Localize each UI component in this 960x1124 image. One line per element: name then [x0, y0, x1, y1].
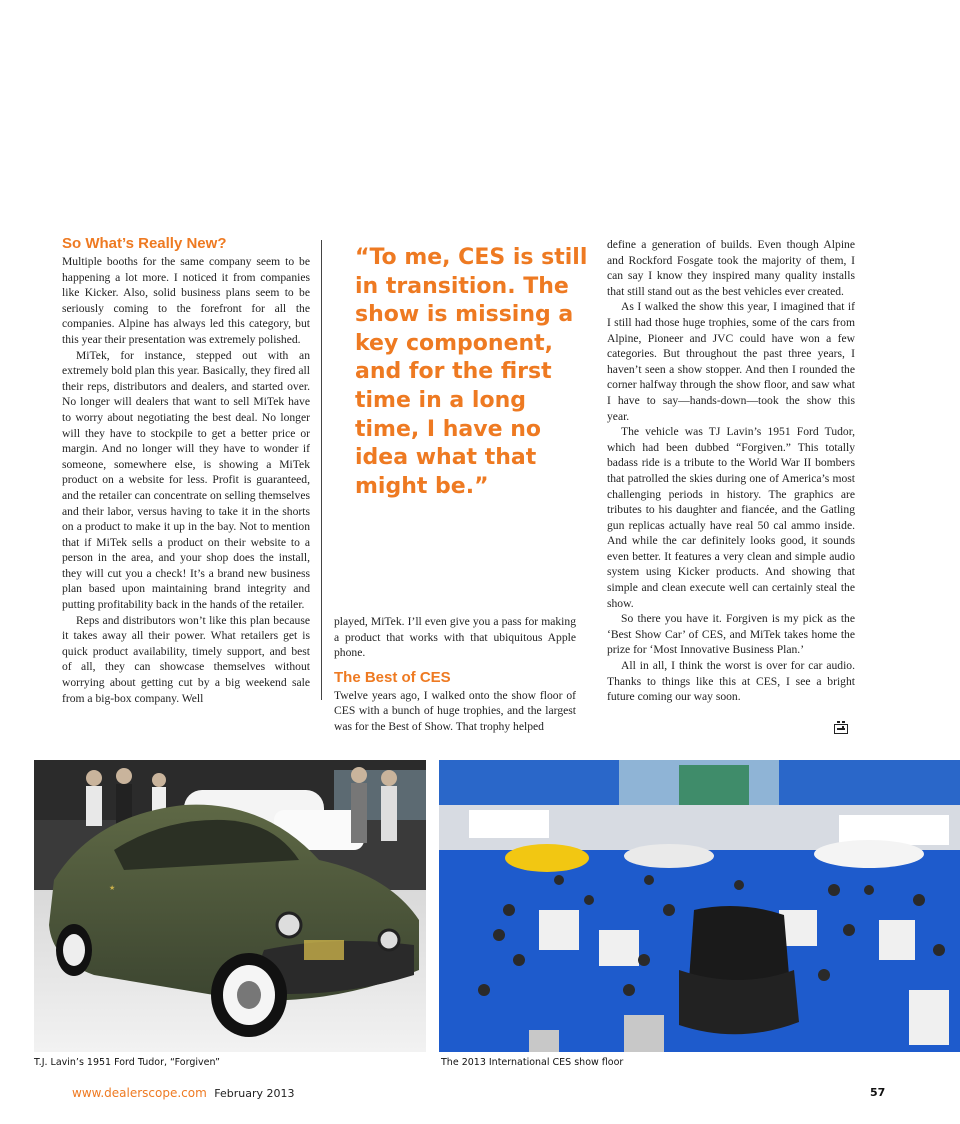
- paragraph: Twelve years ago, I walked onto the show floor of CES with a bunch of huge trophies, and the largest was for the Best of Show. That trophy helped: [334, 688, 576, 733]
- footer-date: February 2013: [214, 1087, 295, 1100]
- paragraph: MiTek, for instance, stepped out with an extremely bold plan this year. Basically, they fired all their reps, distributors and dealers, and started over. No longer will dealers that want to sell MiTek have to worry about negotiating the best deal. No longer will they have to stockpile to get a better price or margin. And no longer will they have to wonder if someone, somewhere else, is showing a MiTek product on a website for less. Profit is guaranteed, and the retailer can concentrate on selling themselves and their labor, versus having to take it in the shorts on a product to make it up in the bay. Not to mention that if MiTek sells a product on their website to a person in the area, and your shop does the install, they will cut you a check! It’s a brand new business plan based upon maintaining brand integrity and putting profitability back in the hands of the retailer.: [62, 348, 310, 612]
- photo-caption-left: T.J. Lavin’s 1951 Ford Tudor, “Forgiven”: [34, 1057, 220, 1068]
- paragraph: So there you have it. Forgiven is my pick as the ‘Best Show Car’ of CES, and MiTek takes home the prize for ‘Most Innovative Business Plan.’: [607, 612, 855, 657]
- paragraph: Reps and distributors won’t like this plan because it takes away all their power. What retailers get is quick product availability, timely support, and best of all, they can showcase themselves without worrying about getting cut by a big weekend sale from a big-box company. Well: [62, 613, 310, 705]
- paragraph: define a generation of builds. Even though Alpine and Rockford Fosgate took the majority of them, I can say I know they inspired many quality installs that still stand out as the best vehicles ever created.: [607, 238, 855, 298]
- footer: [72, 1086, 295, 1100]
- section-heading: The Best of CES: [334, 668, 451, 686]
- article-column-2: [334, 614, 576, 735]
- svg-text:★: ★: [109, 884, 116, 892]
- show-floor-illustration: [439, 760, 960, 1052]
- paragraph: All in all, I think the worst is over for car audio. Thanks to things like this at CES, I see a bright future coming our way soon.: [607, 659, 855, 704]
- paragraph: played, MiTek. I’ll even give you a pass for making a product that works with that ubiquitous Apple phone.: [334, 615, 576, 660]
- page-number: 57: [870, 1086, 886, 1099]
- paragraph: The vehicle was TJ Lavin’s 1951 Ford Tudor, which had been dubbed “Forgiven.” This totally badass ride is a tribute to the World War II bombers that patrolled the skies during one of America’s most challenging periods in history. The graphics are tributes to his daughter and fiancée, and the Gatling gun replicas actually have real 50 cal ammo inside. And while the car definitely looks good, it sounds even better. It features a very clean and simple audio system using Kicker products. And showing that simple and clean execute well can certainly steal the show.: [607, 425, 855, 610]
- battery-icon: [834, 724, 848, 734]
- pull-quote: “To me, CES is still in transition. The show is missing a key component, and for the first time in a long time, I have no idea what that might be.”: [355, 245, 588, 499]
- car-illustration: [34, 760, 426, 1052]
- paragraph: Multiple booths for the same company seem to be happening a lot more. I noticed it from companies like Kicker. Also, solid business plans seem to be seriously coming to the forefront for all the companies. Alpine has always led this category, but this year their presentation was extremely polished.: [62, 255, 310, 346]
- photo-ford-tudor: [34, 760, 426, 1052]
- column-divider: [321, 240, 322, 700]
- section-heading: So What’s Really New?: [62, 235, 227, 252]
- paragraph: As I walked the show this year, I imagined that if I still had those huge trophies, some of the cars from Alpine, Pioneer and JVC could have won a few categories. But throughout the past three years, I haven’t seen a show stopper. And then I rounded the corner halfway through the show floor, and saw what I have to say—hands-down—took the show this year.: [607, 300, 855, 423]
- article-column-1: [62, 234, 310, 706]
- photo-ces-show-floor: [439, 760, 960, 1052]
- photo-caption-right: The 2013 International CES show floor: [441, 1057, 624, 1068]
- article-column-3: [607, 237, 855, 705]
- footer-url[interactable]: www.dealerscope.com: [72, 1086, 207, 1100]
